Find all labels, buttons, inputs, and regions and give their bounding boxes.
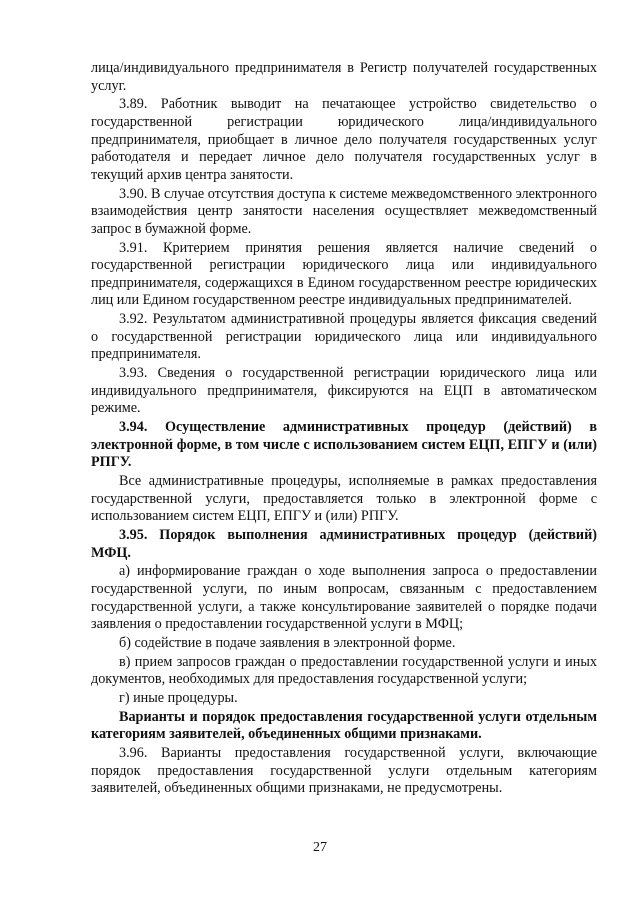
heading-3-95: 3.95. Порядок выполнения административных процедур (действий) МФЦ.	[91, 526, 597, 561]
paragraph-3-90: 3.90. В случае отсутствия доступа к системе межведомственного электронного взаимодействия центр занятости населения осуществляет межведомственный запрос в бумажной форме.	[91, 185, 597, 237]
paragraph-3-94-body: Все административные процедуры, исполняемые в рамках предоставления государственной услуги, предоставляется только в электронной форме с использованием систем ЕЦП, ЕПГУ и (или) РПГУ.	[91, 472, 597, 525]
paragraph-3-93: 3.93. Сведения о государственной регистрации юридического лица или индивидуального предпринимателя, фиксируются на ЕЦП в автоматическом режиме.	[91, 365, 597, 417]
page-number: 27	[313, 840, 327, 855]
paragraph-3-89: 3.89. Работник выводит на печатающее устройство свидетельство о государственной регистрации юридического лица/индивидуального предпринимателя, приобщает в личное дело получателя государственных услуг работодателя и передает личное дело получателя государственных услуг в текущий архив центра занятости.	[91, 96, 597, 183]
list-item-b: б) содействие в подаче заявления в электронной форме.	[119, 634, 456, 651]
paragraph-3-96: 3.96. Варианты предоставления государственной услуги, включающие порядок предоставления государственной услуги отдельным категориям заявителей, объединенных общими признаками, не предусмотрены.	[91, 745, 597, 797]
list-item-g: г) иные процедуры.	[119, 690, 238, 707]
paragraph-3-92: 3.92. Результатом административной процедуры является фиксация сведений о государственной регистрации юридического лица или индивидуального предпринимателя.	[91, 311, 597, 363]
paragraph-continuation: лица/индивидуального предпринимателя в Регистр получателей государственных услуг.	[91, 60, 597, 94]
section-heading-variants: Варианты и порядок предоставления государственной услуги отдельным категориям заявителей, объединенных общими признаками.	[91, 708, 597, 743]
heading-3-94: 3.94. Осуществление административных процедур (действий) в электронной форме, в том числе с использованием систем ЕЦП, ЕПГУ и (или) РПГУ.	[91, 419, 597, 471]
paragraph-3-91: 3.91. Критерием принятия решения является наличие сведений о государственной регистрации юридического лица или индивидуального предпринимателя, содержащихся в Едином государственном реестре юридических лиц или Едином государственном реестре индивидуальных предпринимателей.	[91, 239, 597, 309]
document-body	[91, 60, 597, 798]
list-item-v: в) прием запросов граждан о предоставлении государственной услуги и иных документов, необходимых для предоставления государственной услуги;	[91, 653, 597, 688]
list-item-a: а) информирование граждан о ходе выполнения запроса о предоставлении государственной услуги, по иным вопросам, связанным с предоставлением государственной услуги, а также консультирование заявителей о порядке подачи заявления о предоставлении государственной услуги в МФЦ;	[91, 563, 597, 633]
